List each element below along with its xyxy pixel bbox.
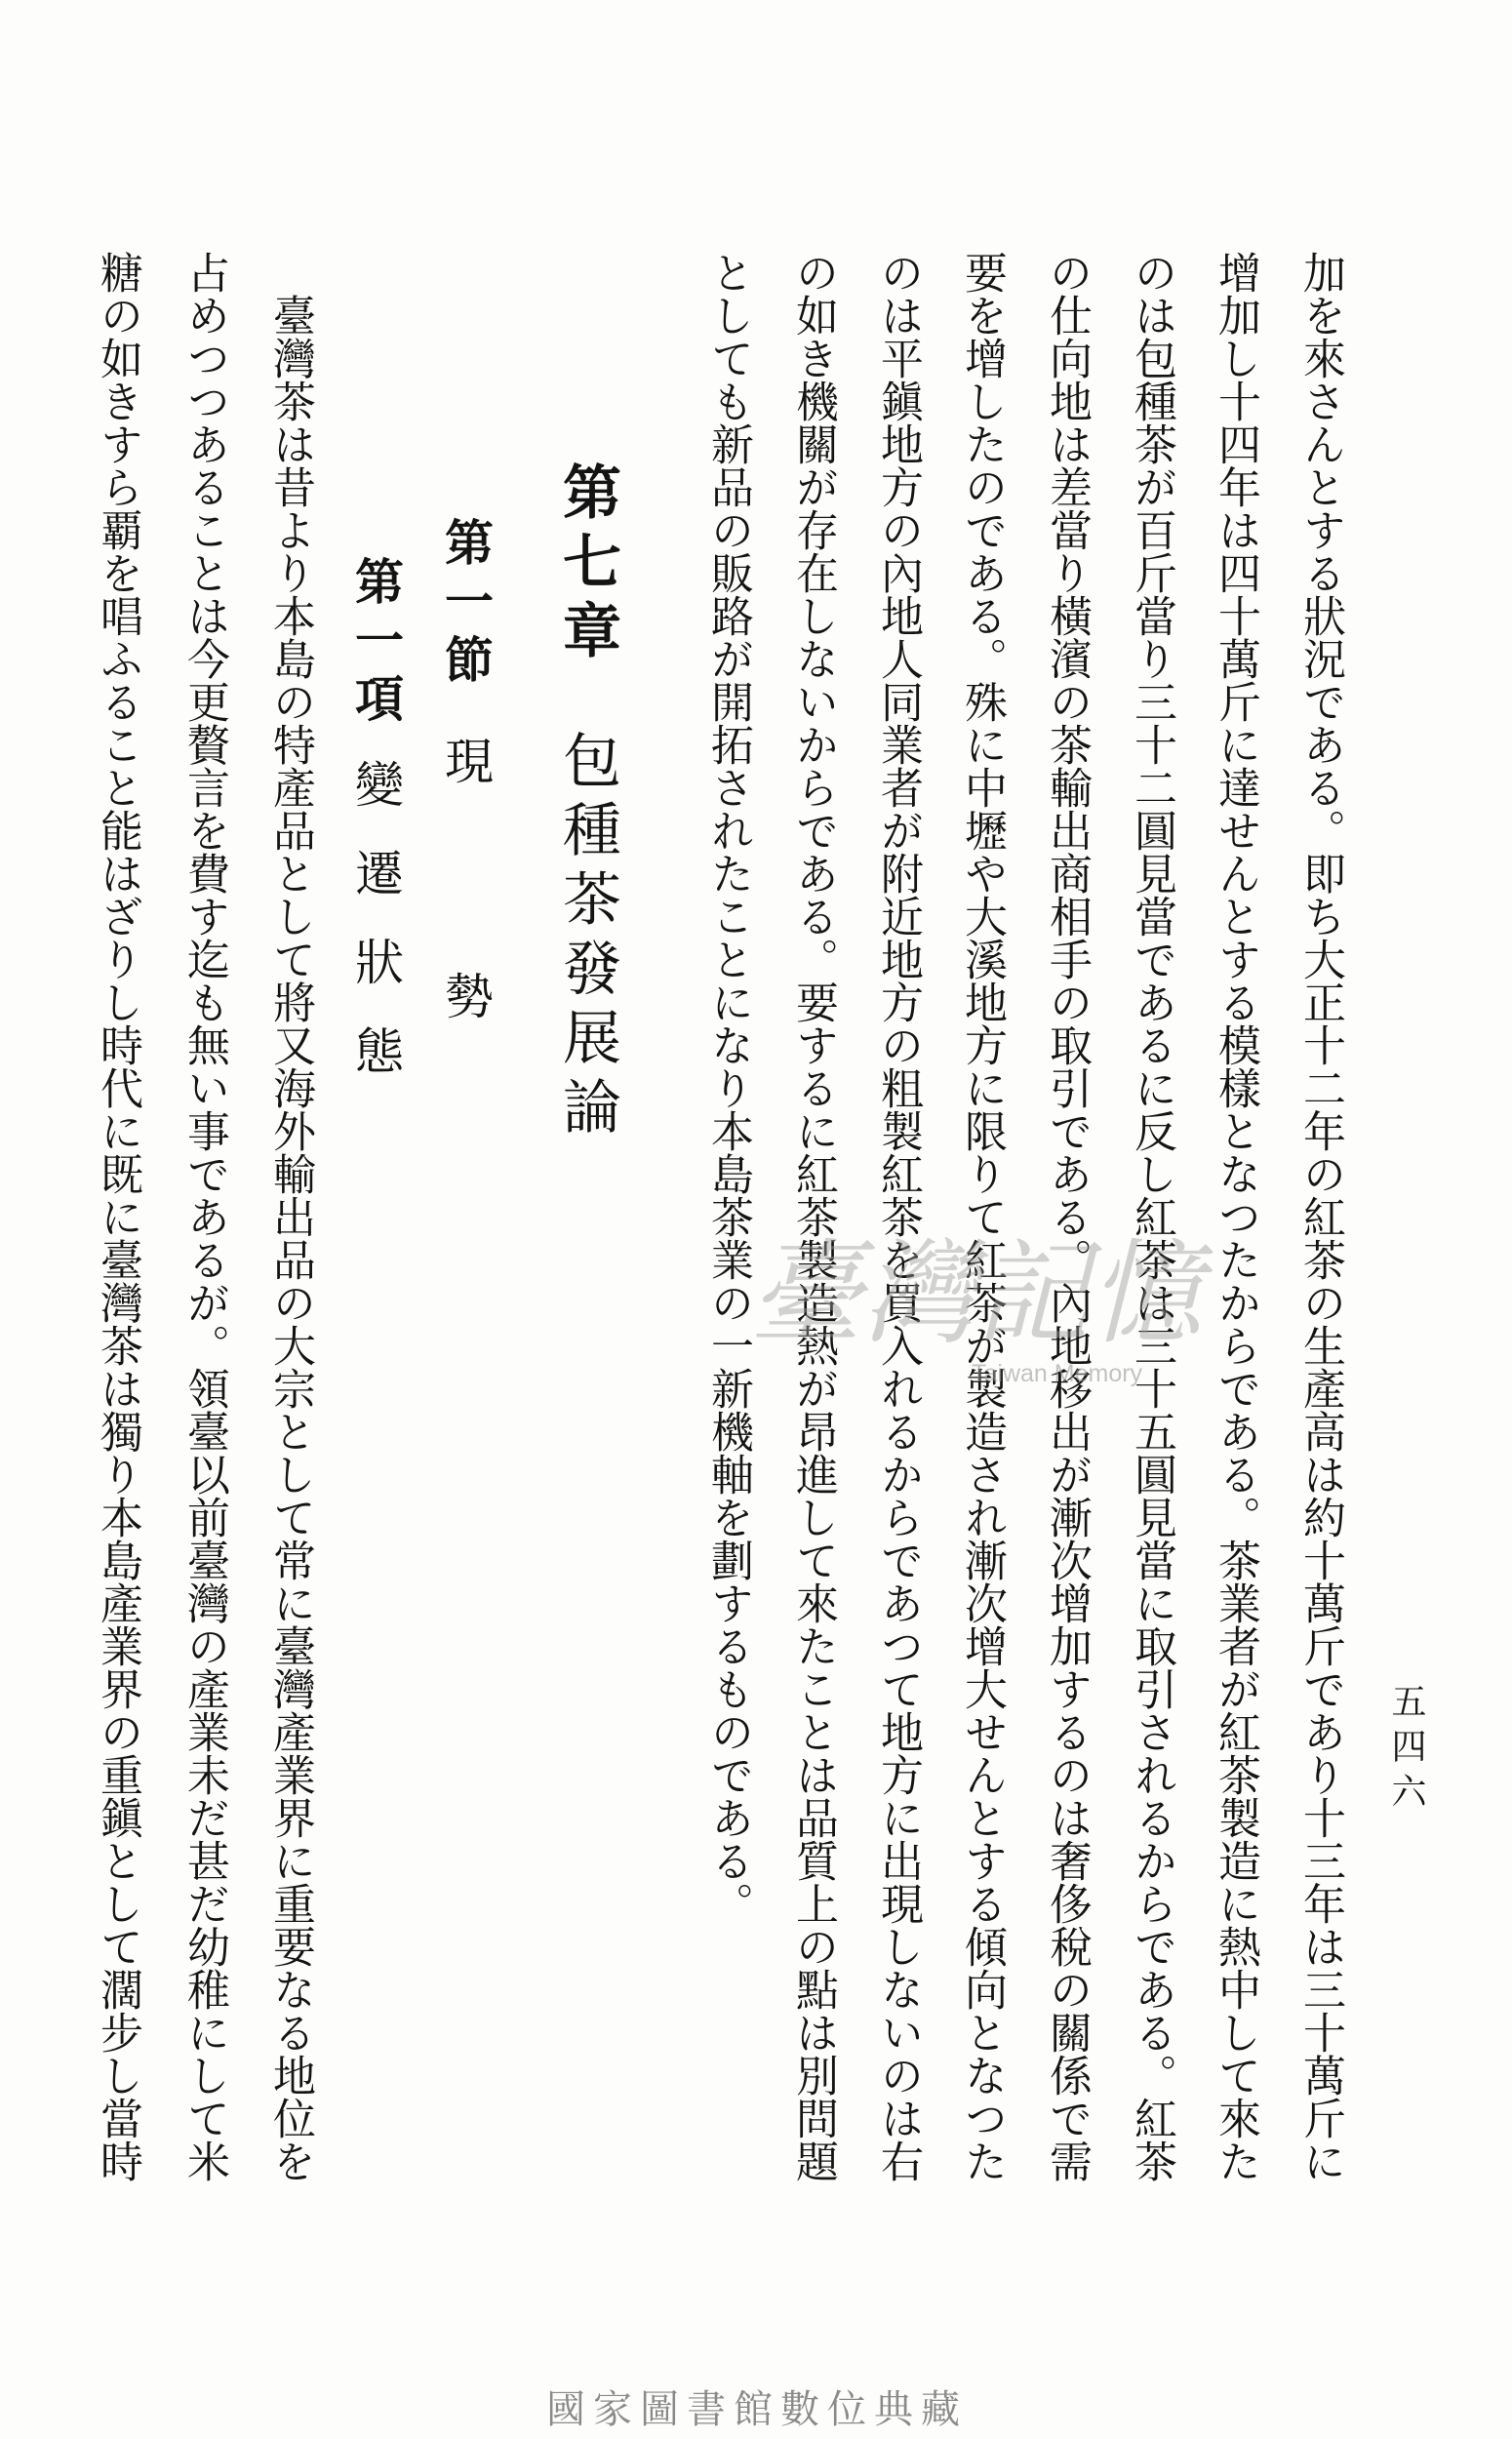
item-label: 第一項	[347, 556, 405, 732]
chapter-label: 第七章	[553, 461, 621, 669]
body-line: としても新品の販路が開拓されたことになり本島茶業の一新機軸を劃するものである。	[703, 251, 753, 1925]
section-body-line: 糖の如きすら覇を唱ふること能はざりし時代に既に臺灣茶は獨り本島產業界の重鎭として濶步し當時	[93, 251, 142, 2182]
section-body-line: 臺灣茶は昔より本島の特產品として將又海外輸出品の大宗として常に臺灣產業界に重要なる地位を	[265, 294, 315, 2182]
body-line: 要を增したのである。殊に中壢や大溪地方に限りて紅茶が製造され漸次增大せんとする傾向となつた	[957, 251, 1007, 2182]
collection-footer: 國家圖書館數位典藏	[546, 2387, 968, 2432]
body-line: 加を來さんとする狀況である。即ち大正十二年の紅茶の生產高は約十萬斤であり十三年は三十萬斤に	[1295, 251, 1345, 2182]
watermark-latin: Taiwan Memory	[972, 1360, 1143, 1387]
section-heading	[437, 517, 495, 1206]
watermark-logo: 臺灣記憶	[749, 1228, 1202, 1360]
section-title: 現勢	[437, 736, 494, 1206]
body-line: の如き機關が存在しないからである。要するに紅茶製造熱が昂進して來たことは品質上の點は別問題	[788, 251, 838, 2182]
body-line: の仕向地は差當り橫濱の茶輸出商相手の取引である。內地移出が漸次增加するのは奢侈稅の關係で需	[1042, 251, 1092, 2182]
body-line: のは包種茶が百斤當り三十二圓見當であるに反し紅茶は三十五圓見當に取引されるからである。紅茶	[1127, 251, 1176, 2182]
chapter-heading	[553, 461, 621, 1145]
page-number: 五四六	[1386, 1683, 1426, 1818]
body-line: 增加し十四年は四十萬斤に達せんとする模樣となつたからである。茶業者が紅茶製造に熱中して來た	[1211, 251, 1260, 2182]
item-title: 變遷狀態	[347, 759, 404, 1114]
section-label: 第一節	[437, 517, 495, 693]
section-body-line: 占めつつあることは今更贅言を費す迄も無い事であるが。領臺以前臺灣の產業未だ甚だ幼稚にして米	[179, 251, 229, 2182]
chapter-title: 包種茶發展論	[553, 730, 621, 1145]
item-heading	[347, 556, 405, 1114]
body-line: のは平鎭地方の內地人同業者が附近地方の粗製紅茶を買入れるからであつて地方に出現しないのは右	[873, 251, 923, 2182]
